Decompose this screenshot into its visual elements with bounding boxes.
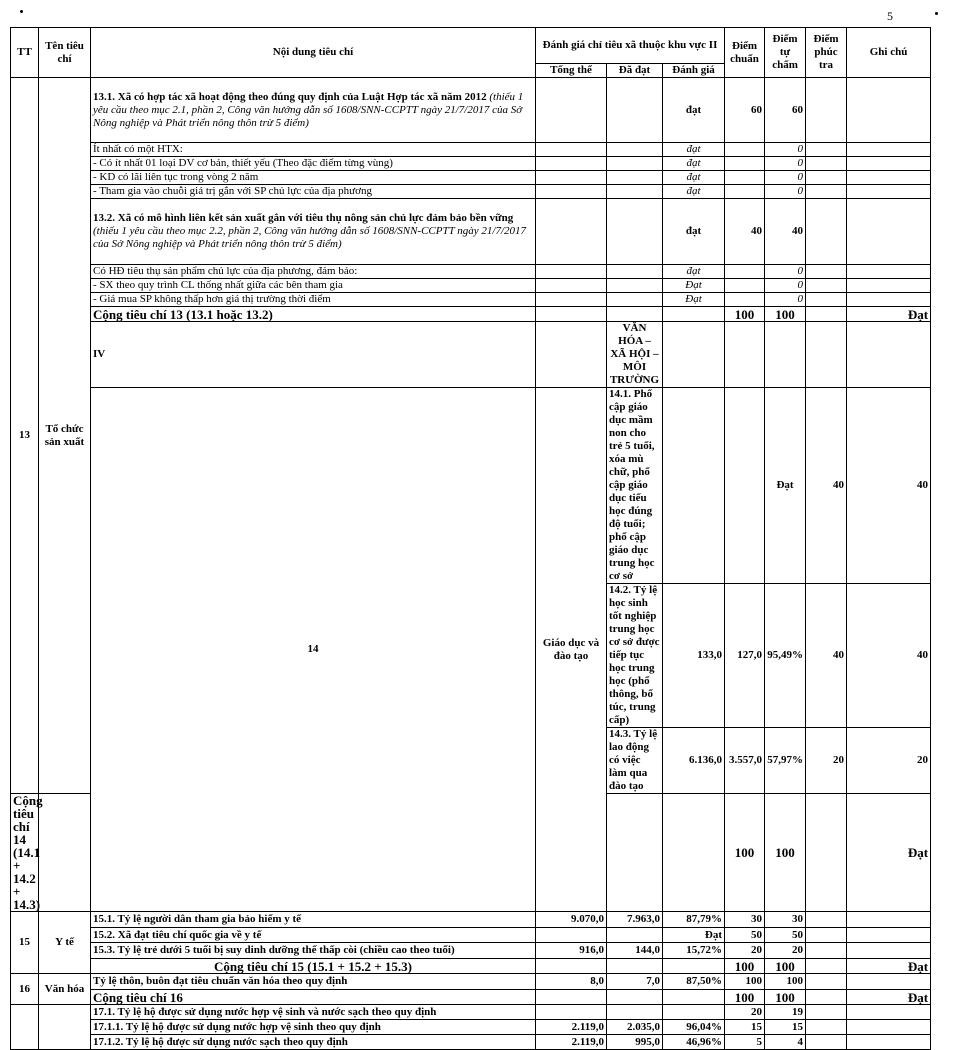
self-score: 4	[765, 1035, 806, 1050]
total-value: 2.119,0	[536, 1020, 607, 1035]
total-note: Đạt	[847, 959, 931, 974]
total-value: 8,0	[536, 974, 607, 990]
sub-item: - SX theo quy trình CL thống nhất giữa các bên tham gia	[91, 279, 536, 293]
table-row	[11, 1020, 931, 1035]
header-tong-the: Tổng thể	[536, 64, 607, 78]
eval-cell: đạt	[663, 143, 725, 157]
sub-item: - Có ít nhất 01 loại DV cơ bản, thiết yếu (Theo đặc điểm từng vùng)	[91, 157, 536, 171]
criterion-content: 17.1. Tỷ lệ hộ được sử dụng nước hợp vệ sinh và nước sạch theo quy định	[91, 1005, 536, 1020]
criterion-content: 14.2. Tỷ lệ học sinh tốt nghiệp trung học cơ sở được tiếp tục học trung học (phổ thông, bổ túc, trung cấp)	[607, 584, 663, 728]
table-row	[11, 928, 931, 943]
header-ghi-chu: Ghi chú	[847, 28, 931, 78]
total-label: Cộng tiêu chí 15 (15.1 + 15.2 + 15.3)	[91, 959, 536, 974]
criterion-content: 15.1. Tỷ lệ người dân tham gia bảo hiểm y tế	[91, 912, 536, 928]
total-std: 100	[725, 794, 765, 912]
criterion-content: 14.3. Tỷ lệ lao động có việc làm qua đào tạo	[607, 728, 663, 794]
self-score: 0	[765, 185, 806, 199]
table-row	[11, 1035, 931, 1050]
self-score: 15	[765, 1020, 806, 1035]
section-number: IV	[91, 322, 536, 388]
content-title: 13.2. Xã có mô hình liên kết sản xuất gắn với tiêu thụ nông sản chủ lực đảm bảo bền vững	[93, 212, 514, 224]
eval-cell: 46,96%	[663, 1035, 725, 1050]
total-value: 9.070,0	[536, 912, 607, 928]
eval-cell: 15,72%	[663, 943, 725, 959]
self-score: 20	[765, 943, 806, 959]
sub-item: Có HĐ tiêu thụ sản phẩm chủ lực của địa phương, đảm bảo:	[91, 265, 536, 279]
total-self: 100	[765, 794, 806, 912]
eval-cell: đạt	[663, 157, 725, 171]
done-value: 995,0	[607, 1035, 663, 1050]
table-row	[11, 293, 931, 307]
eval-cell: 87,50%	[663, 974, 725, 990]
header-noi-dung: Nội dung tiêu chí	[91, 28, 536, 78]
criterion-name: Tổ chức sản xuất	[39, 78, 91, 794]
eval-cell: 96,04%	[663, 1020, 725, 1035]
scan-mark	[20, 10, 23, 13]
eval-cell: đạt	[663, 185, 725, 199]
table-row	[11, 171, 931, 185]
table-row	[11, 943, 931, 959]
criterion-name: Giáo dục và đào tạo	[536, 388, 607, 912]
std-score: 60	[725, 78, 765, 143]
sub-item: - Tham gia vào chuỗi giá trị gắn với SP chủ lực của địa phương	[91, 185, 536, 199]
total-label: Cộng tiêu chí 14 (14.1 + 14.2 + 14.3)	[11, 794, 39, 912]
table-row	[11, 974, 931, 990]
eval-cell: Đạt	[663, 293, 725, 307]
total-note: Đạt	[847, 307, 931, 322]
self-score: 0	[765, 279, 806, 293]
done-value: 3.557,0	[725, 728, 765, 794]
content-note: (thiếu 1 yêu cầu theo mục 2.2, phần 2, Công văn hướng dẫn số 1608/SNN-CCPTT ngày 21/7/2017 của Sở Nông nghiệp và Phát triển nông thôn trừ 5 điểm)	[93, 225, 527, 250]
self-score: 0	[765, 143, 806, 157]
self-score: 50	[765, 928, 806, 943]
std-score: 20	[725, 943, 765, 959]
done-value	[725, 388, 765, 584]
criterion-name: Văn hóa	[39, 974, 91, 1005]
criterion-content	[91, 78, 536, 143]
criterion-content: 14.1. Phổ cập giáo dục mầm non cho trẻ 5 tuổi, xóa mù chữ, phổ cập giáo dục tiểu học đúng độ tuổi; phổ cập giáo dục trung học cơ sở	[607, 388, 663, 584]
self-score: 40	[765, 199, 806, 265]
criteria-table	[10, 27, 931, 1050]
table-row	[11, 265, 931, 279]
eval-cell: đạt	[663, 78, 725, 143]
std-score: 40	[806, 388, 847, 584]
table-row	[11, 912, 931, 928]
criterion-number: 14	[91, 388, 536, 912]
table-row	[11, 78, 931, 143]
self-score: 60	[765, 78, 806, 143]
criterion-content: 17.1.2. Tỷ lệ hộ được sử dụng nước sạch theo quy định	[91, 1035, 536, 1050]
eval-cell: 57,97%	[765, 728, 806, 794]
table-row	[11, 157, 931, 171]
sub-item: - Giá mua SP không thấp hơn giá thị trường thời điểm	[91, 293, 536, 307]
total-value: 133,0	[663, 584, 725, 728]
total-std: 100	[725, 990, 765, 1005]
std-score: 20	[725, 1005, 765, 1020]
criterion-content: 15.3. Tỷ lệ trẻ dưới 5 tuổi bị suy dinh dưỡng thể thấp còi (chiều cao theo tuổi)	[91, 943, 536, 959]
header-danh-gia-group: Đánh giá chỉ tiêu xã thuộc khu vực II	[536, 28, 725, 64]
total-self: 100	[765, 990, 806, 1005]
header-danh-gia: Đánh giá	[663, 64, 725, 78]
total-row	[11, 307, 931, 322]
self-score: 19	[765, 1005, 806, 1020]
total-note: Đạt	[847, 990, 931, 1005]
criterion-number: 13	[11, 78, 39, 794]
eval-cell: đạt	[663, 265, 725, 279]
criterion-content: Tỷ lệ thôn, buôn đạt tiêu chuẩn văn hóa theo quy định	[91, 974, 536, 990]
std-score: 20	[806, 728, 847, 794]
table-row	[11, 1005, 931, 1020]
total-std: 100	[725, 307, 765, 322]
total-std: 100	[725, 959, 765, 974]
header-diem-phuc-tra: Điểm phúc tra	[806, 28, 847, 78]
total-value: 916,0	[536, 943, 607, 959]
content-note: (thiếu 1 yêu cầu theo mục 2.1, phần 2, Công văn hướng dẫn số 1608/SNN-CCPTT ngày 21/7/2017 của Sở Nông nghiệp và Phát triển nông thôn trừ 5 điểm)	[93, 90, 524, 129]
done-value: 7,0	[607, 974, 663, 990]
std-score: 30	[725, 912, 765, 928]
self-score: 100	[765, 974, 806, 990]
header-tt: TT	[11, 28, 39, 78]
criterion-number: 15	[11, 912, 39, 974]
eval-cell: 87,79%	[663, 912, 725, 928]
self-score: 30	[765, 912, 806, 928]
criterion-content	[91, 199, 536, 265]
total-self: 100	[765, 959, 806, 974]
header-da-dat: Đã đạt	[607, 64, 663, 78]
header-ten-tieu-chi: Tên tiêu chí	[39, 28, 91, 78]
table-row	[11, 143, 931, 157]
std-score: 100	[725, 974, 765, 990]
done-value: 7.963,0	[607, 912, 663, 928]
done-value: 2.035,0	[607, 1020, 663, 1035]
table-row	[11, 199, 931, 265]
eval-cell: Đạt	[663, 279, 725, 293]
table-row	[11, 279, 931, 293]
self-score: 0	[765, 157, 806, 171]
eval-cell: 95,49%	[765, 584, 806, 728]
table-row	[11, 388, 931, 584]
header-row	[11, 28, 931, 64]
criterion-name: Y tế	[39, 912, 91, 974]
eval-cell: đạt	[663, 171, 725, 185]
total-value: 2.119,0	[536, 1035, 607, 1050]
self-score: 0	[765, 293, 806, 307]
total-self: 100	[765, 307, 806, 322]
eval-cell: Đạt	[663, 928, 725, 943]
eval-cell: đạt	[663, 199, 725, 265]
self-score: 0	[765, 265, 806, 279]
std-score: 40	[725, 199, 765, 265]
self-score: 40	[847, 584, 931, 728]
self-score: 40	[847, 388, 931, 584]
page-number: 5	[887, 9, 893, 23]
total-note: Đạt	[847, 794, 931, 912]
self-score: 20	[847, 728, 931, 794]
criterion-content: 17.1.1. Tỷ lệ hộ được sử dụng nước hợp vệ sinh theo quy định	[91, 1020, 536, 1035]
sub-item: - KD có lãi liên tục trong vòng 2 năm	[91, 171, 536, 185]
header-diem-chuan: Điểm chuẩn	[725, 28, 765, 78]
header-diem-tu-cham: Điểm tự chấm	[765, 28, 806, 78]
content-title: 13.1. Xã có hợp tác xã hoạt động theo đúng quy định của Luật Hợp tác xã năm 2012	[93, 90, 487, 103]
total-row	[11, 990, 931, 1005]
table-row	[11, 185, 931, 199]
std-score: 40	[806, 584, 847, 728]
total-label: Cộng tiêu chí 13 (13.1 hoặc 13.2)	[91, 307, 536, 322]
std-score: 15	[725, 1020, 765, 1035]
done-value: 127,0	[725, 584, 765, 728]
total-row	[11, 959, 931, 974]
criterion-content: 15.2. Xã đạt tiêu chí quốc gia về y tế	[91, 928, 536, 943]
criterion-number: 16	[11, 974, 39, 1005]
total-label: Cộng tiêu chí 16	[91, 990, 536, 1005]
std-score: 50	[725, 928, 765, 943]
total-value	[663, 388, 725, 584]
done-value: 144,0	[607, 943, 663, 959]
std-score: 5	[725, 1035, 765, 1050]
sub-item: Ít nhất có một HTX:	[91, 143, 536, 157]
scan-mark	[935, 12, 938, 15]
eval-cell: Đạt	[765, 388, 806, 584]
section-title: VĂN HÓA – XÃ HỘI – MÔI TRƯỜNG	[607, 322, 663, 388]
section-row	[11, 322, 931, 388]
self-score: 0	[765, 171, 806, 185]
total-value: 6.136,0	[663, 728, 725, 794]
